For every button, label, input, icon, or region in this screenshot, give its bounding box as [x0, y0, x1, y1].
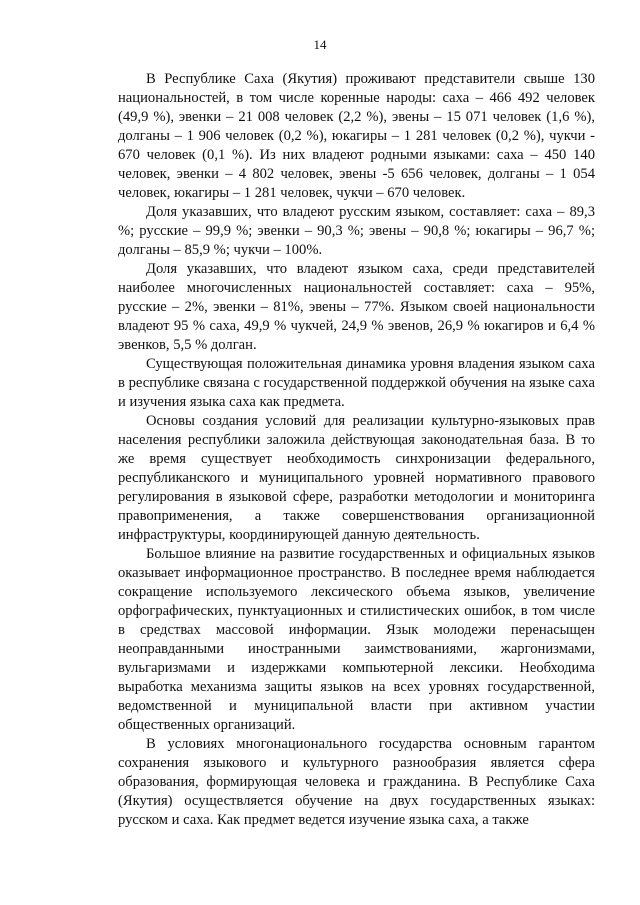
- paragraph-nationalities: В Республике Саха (Якутия) проживают представители свыше 130 национальностей, в том числе коренные народы: саха – 466 492 человек (49,9 %), эвенки – 21 008 человек (2,2 %), эвены – 15 071 человек (1,6 %), долганы – 1 906 человек (0,2 %), юкагиры – 1 281 человек (0,2 %), чукчи - 670 человек (0,1 %). Из них владеют родными языками: саха – 450 140 человек, эвенки – 4 802 человек, эвены -5 656 человек, долганы – 1 054 человек, юкагиры – 1 281 человек, чукчи – 670 человек.: [118, 71, 595, 201]
- page-number: 14: [313, 37, 327, 52]
- document-body: [118, 70, 595, 830]
- paragraph-education: В условиях многонационального государства основным гарантом сохранения языкового и культурного разнообразия является сфера образования, формирующая человека и гражданина. В Республике Саха (Якутия) осуществляется обучение на двух государственных языках: русском и саха. Как предмет ведется изучение языка саха, а также: [118, 736, 595, 828]
- paragraph-positive-dynamics: Существующая положительная динамика уровня владения языком саха в республике связана с государственной поддержкой обучения на языке саха и изучения языка саха как предмета.: [118, 356, 595, 410]
- paragraph-legal-basis: Основы создания условий для реализации культурно-языковых прав населения республики заложила действующая законодательная база. В то же время существует необходимость синхронизации федерального, республиканского и муниципального уровней нормативного правового регулирования в языковой сфере, разработки методологии и мониторинга правоприменения, а также совершенствования организационной инфраструктуры, координирующей данную деятельность.: [118, 413, 595, 543]
- paragraph-sakha-language: Доля указавших, что владеют языком саха, среди представителей наиболее многочисленных национальностей составляет: саха – 95%, русские – 2%, эвенки – 81%, эвены – 77%. Языком своей национальности владеют 95 % саха, 49,9 % чукчей, 24,9 % эвенов, 26,9 % юкагиров и 6,4 % эвенков, 5,5 % долган.: [118, 261, 595, 353]
- paragraph-information-space: Большое влияние на развитие государственных и официальных языков оказывает информационное пространство. В последнее время наблюдается сокращение используемого лексического объема языков, увеличение орфографических, пунктуационных и стилистических ошибок, в том числе в средствах массовой информации. Язык молодежи перенасыщен неоправданными иностранными заимствованиями, жаргонизмами, вульгаризмами и издержками компьютерной лексики. Необходима выработка механизма защиты языков на всех уровнях государственной, ведомственной и муниципальной власти при активном участии общественных организаций.: [118, 546, 595, 733]
- paragraph-russian-language: Доля указавших, что владеют русским языком, составляет: саха – 89,3 %; русские – 99,9 %; эвенки – 90,3 %; эвены – 90,8 %; юкагиры – 96,7 %; долганы – 85,9 %; чукчи – 100%.: [118, 204, 595, 258]
